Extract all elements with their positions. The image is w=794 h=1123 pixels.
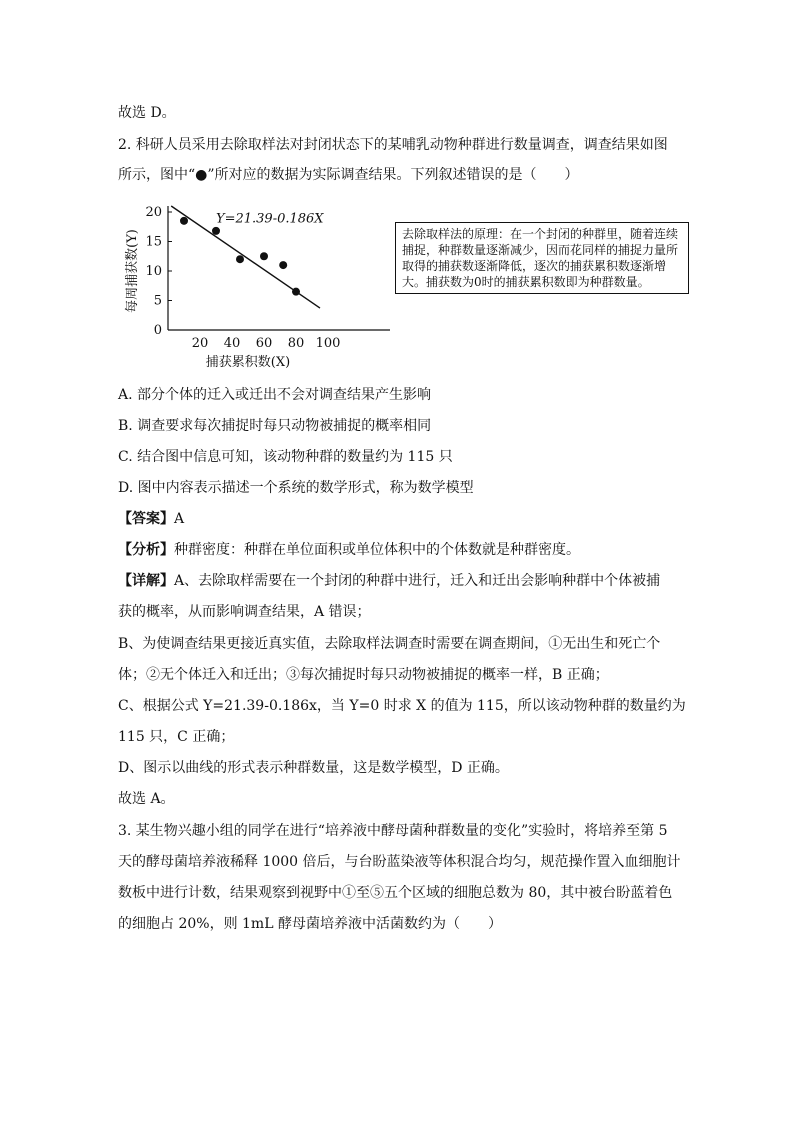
question-2-stem: 2. 科研人员采用去除取样法对封闭状态下的某哺乳动物种群进行数量调查，调查结果如图 bbox=[118, 137, 668, 153]
question-3-stem-cont: 数板中进行计数，结果观察到视野中①至⑤五个区域的细胞总数为 80，其中被台盼蓝着色 bbox=[118, 885, 673, 901]
x-tick-label: 100 bbox=[315, 336, 341, 351]
x-tick-label: 80 bbox=[287, 336, 305, 351]
question-3-stem-cont: 天的酵母菌培养液稀释 1000 倍后，与台盼蓝染液等体积混合均匀，规范操作置入血细胞计 bbox=[118, 854, 681, 870]
scatter-chart bbox=[118, 198, 398, 370]
x-tick-label: 40 bbox=[223, 336, 241, 351]
option-c: C. 结合图中信息可知，该动物种群的数量约为 115 只 bbox=[118, 449, 453, 465]
y-axis-label: 每周捕获数(Y) bbox=[125, 229, 140, 313]
y-tick-label: 0 bbox=[153, 323, 162, 338]
detail-text: A、去除取样需要在一个封闭的种群中进行，迁入和迁出会影响种群中个体被捕 bbox=[174, 573, 661, 589]
method-note-box: 去除取样法的原理：在一个封闭的种群里，随着连续捕捉，种群数量逐渐减少，因而花同样的捕捉力量所取得的捕获数逐渐降低，逐次的捕获累积数逐渐增大。捕获数为0时的捕获累积数即为种群数量。 bbox=[395, 222, 689, 294]
x-tick-label: 20 bbox=[191, 336, 209, 351]
option-b: B. 调查要求每次捕捉时每只动物被捕捉的概率相同 bbox=[118, 418, 432, 434]
data-point bbox=[279, 261, 287, 269]
question-3-stem-cont: 的细胞占 20%，则 1mL 酵母菌培养液中活菌数约为（ ） bbox=[118, 916, 502, 932]
data-point bbox=[212, 227, 220, 235]
detail-line: D、图示以曲线的形式表示种群数量，这是数学模型，D 正确。 bbox=[118, 760, 509, 776]
detail-line bbox=[118, 571, 660, 591]
text-line: 故选 D。 bbox=[118, 105, 176, 121]
detail-line: C、根据公式 Y=21.39-0.186x，当 Y=0 时求 X 的值为 115，所以该动物种群的数量约为 bbox=[118, 698, 686, 714]
text-line: 故选 A。 bbox=[118, 791, 175, 807]
equation-label: Y=21.39-0.186X bbox=[216, 211, 324, 227]
detail-tag: 【详解】 bbox=[118, 573, 174, 589]
answer-tag: 【答案】 bbox=[118, 511, 174, 527]
x-tick-label: 60 bbox=[255, 336, 273, 351]
detail-line: 115 只，C 正确； bbox=[118, 729, 235, 745]
data-point bbox=[260, 252, 268, 260]
analysis-tag: 【分析】 bbox=[118, 542, 174, 558]
option-d: D. 图中内容表示描述一个系统的数学形式，称为数学模型 bbox=[118, 480, 474, 496]
data-point bbox=[292, 288, 300, 296]
analysis-line bbox=[118, 540, 580, 560]
answer-value: A bbox=[174, 511, 185, 527]
question-2-stem-cont: 所示，图中“●”所对应的数据为实际调查结果。下列叙述错误的是（ ） bbox=[118, 167, 579, 183]
y-tick-label: 15 bbox=[145, 234, 162, 250]
y-tick-label: 10 bbox=[145, 264, 162, 279]
data-point bbox=[180, 217, 188, 225]
option-a: A. 部分个体的迁入或迁出不会对调查结果产生影响 bbox=[118, 387, 432, 403]
data-point bbox=[236, 255, 244, 263]
y-tick-label: 20 bbox=[145, 205, 162, 220]
detail-line: 获的概率，从而影响调查结果，A 错误； bbox=[118, 604, 371, 620]
question-3-stem: 3. 某生物兴趣小组的同学在进行“培养液中酵母菌种群数量的变化”实验时，将培养至第 5 bbox=[118, 823, 668, 839]
x-axis-label: 捕获累积数(X) bbox=[205, 355, 291, 370]
detail-line: B、为使调查结果更接近真实值，去除取样法调查时需要在调查期间，①无出生和死亡个 bbox=[118, 636, 661, 652]
y-tick-label: 5 bbox=[153, 293, 162, 309]
analysis-text: 种群密度：种群在单位面积或单位体积中的个体数就是种群密度。 bbox=[174, 542, 580, 558]
detail-line: 体；②无个体迁入和迁出；③每次捕捉时每只动物被捕捉的概率一样，B 正确； bbox=[118, 667, 609, 683]
answer-line bbox=[118, 509, 184, 529]
